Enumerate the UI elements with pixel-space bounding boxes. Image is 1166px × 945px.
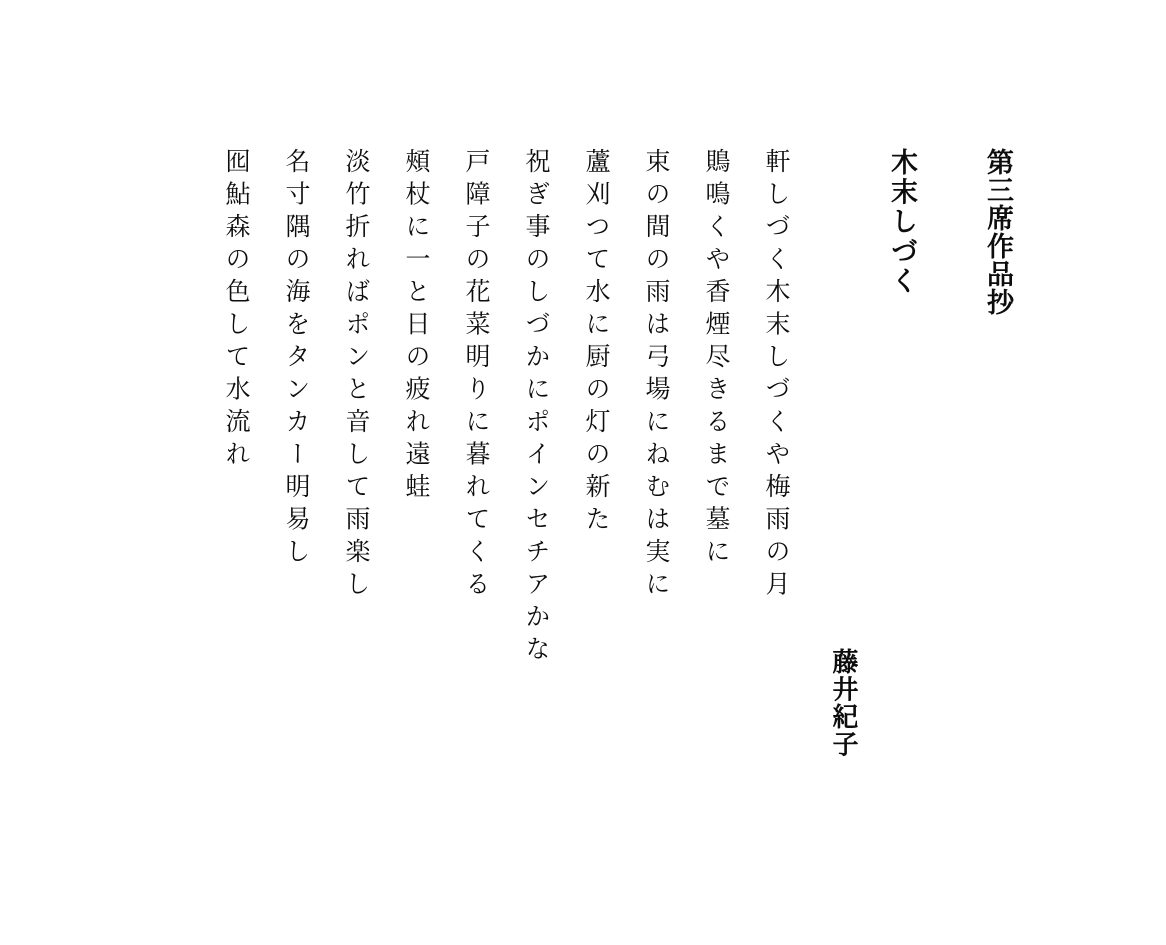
page-title: 第三席作品抄: [983, 148, 1013, 317]
poem-line: 束の間の雨は弓場にねむは実に: [642, 148, 669, 603]
poem-line: 淡竹折ればポンと音して雨楽し: [342, 148, 369, 603]
poem-line: 囮鮎森の色して水流れ: [222, 148, 249, 473]
author-name: 藤井紀子: [829, 648, 858, 759]
poem-line: 頰杖に一と日の疲れ遠蛙: [402, 148, 429, 506]
vertical-text-body: [188, 148, 1018, 808]
poem-line: 祝ぎ事のしづかにポインセチアかな: [522, 148, 549, 668]
poem-line: 戸障子の花菜明りに暮れてくる: [462, 148, 489, 603]
poem-set-title: 木末しづく: [887, 148, 917, 297]
poem-line: 軒しづく木末しづくや梅雨の月: [762, 148, 789, 603]
poem-line: 鵙鳴くや香煙尽きるまで墓に: [702, 148, 729, 571]
poem-line: 蘆刈つて水に厨の灯の新た: [582, 148, 609, 538]
poem-line: 名寸隅の海をタンカー明易し: [282, 148, 309, 571]
